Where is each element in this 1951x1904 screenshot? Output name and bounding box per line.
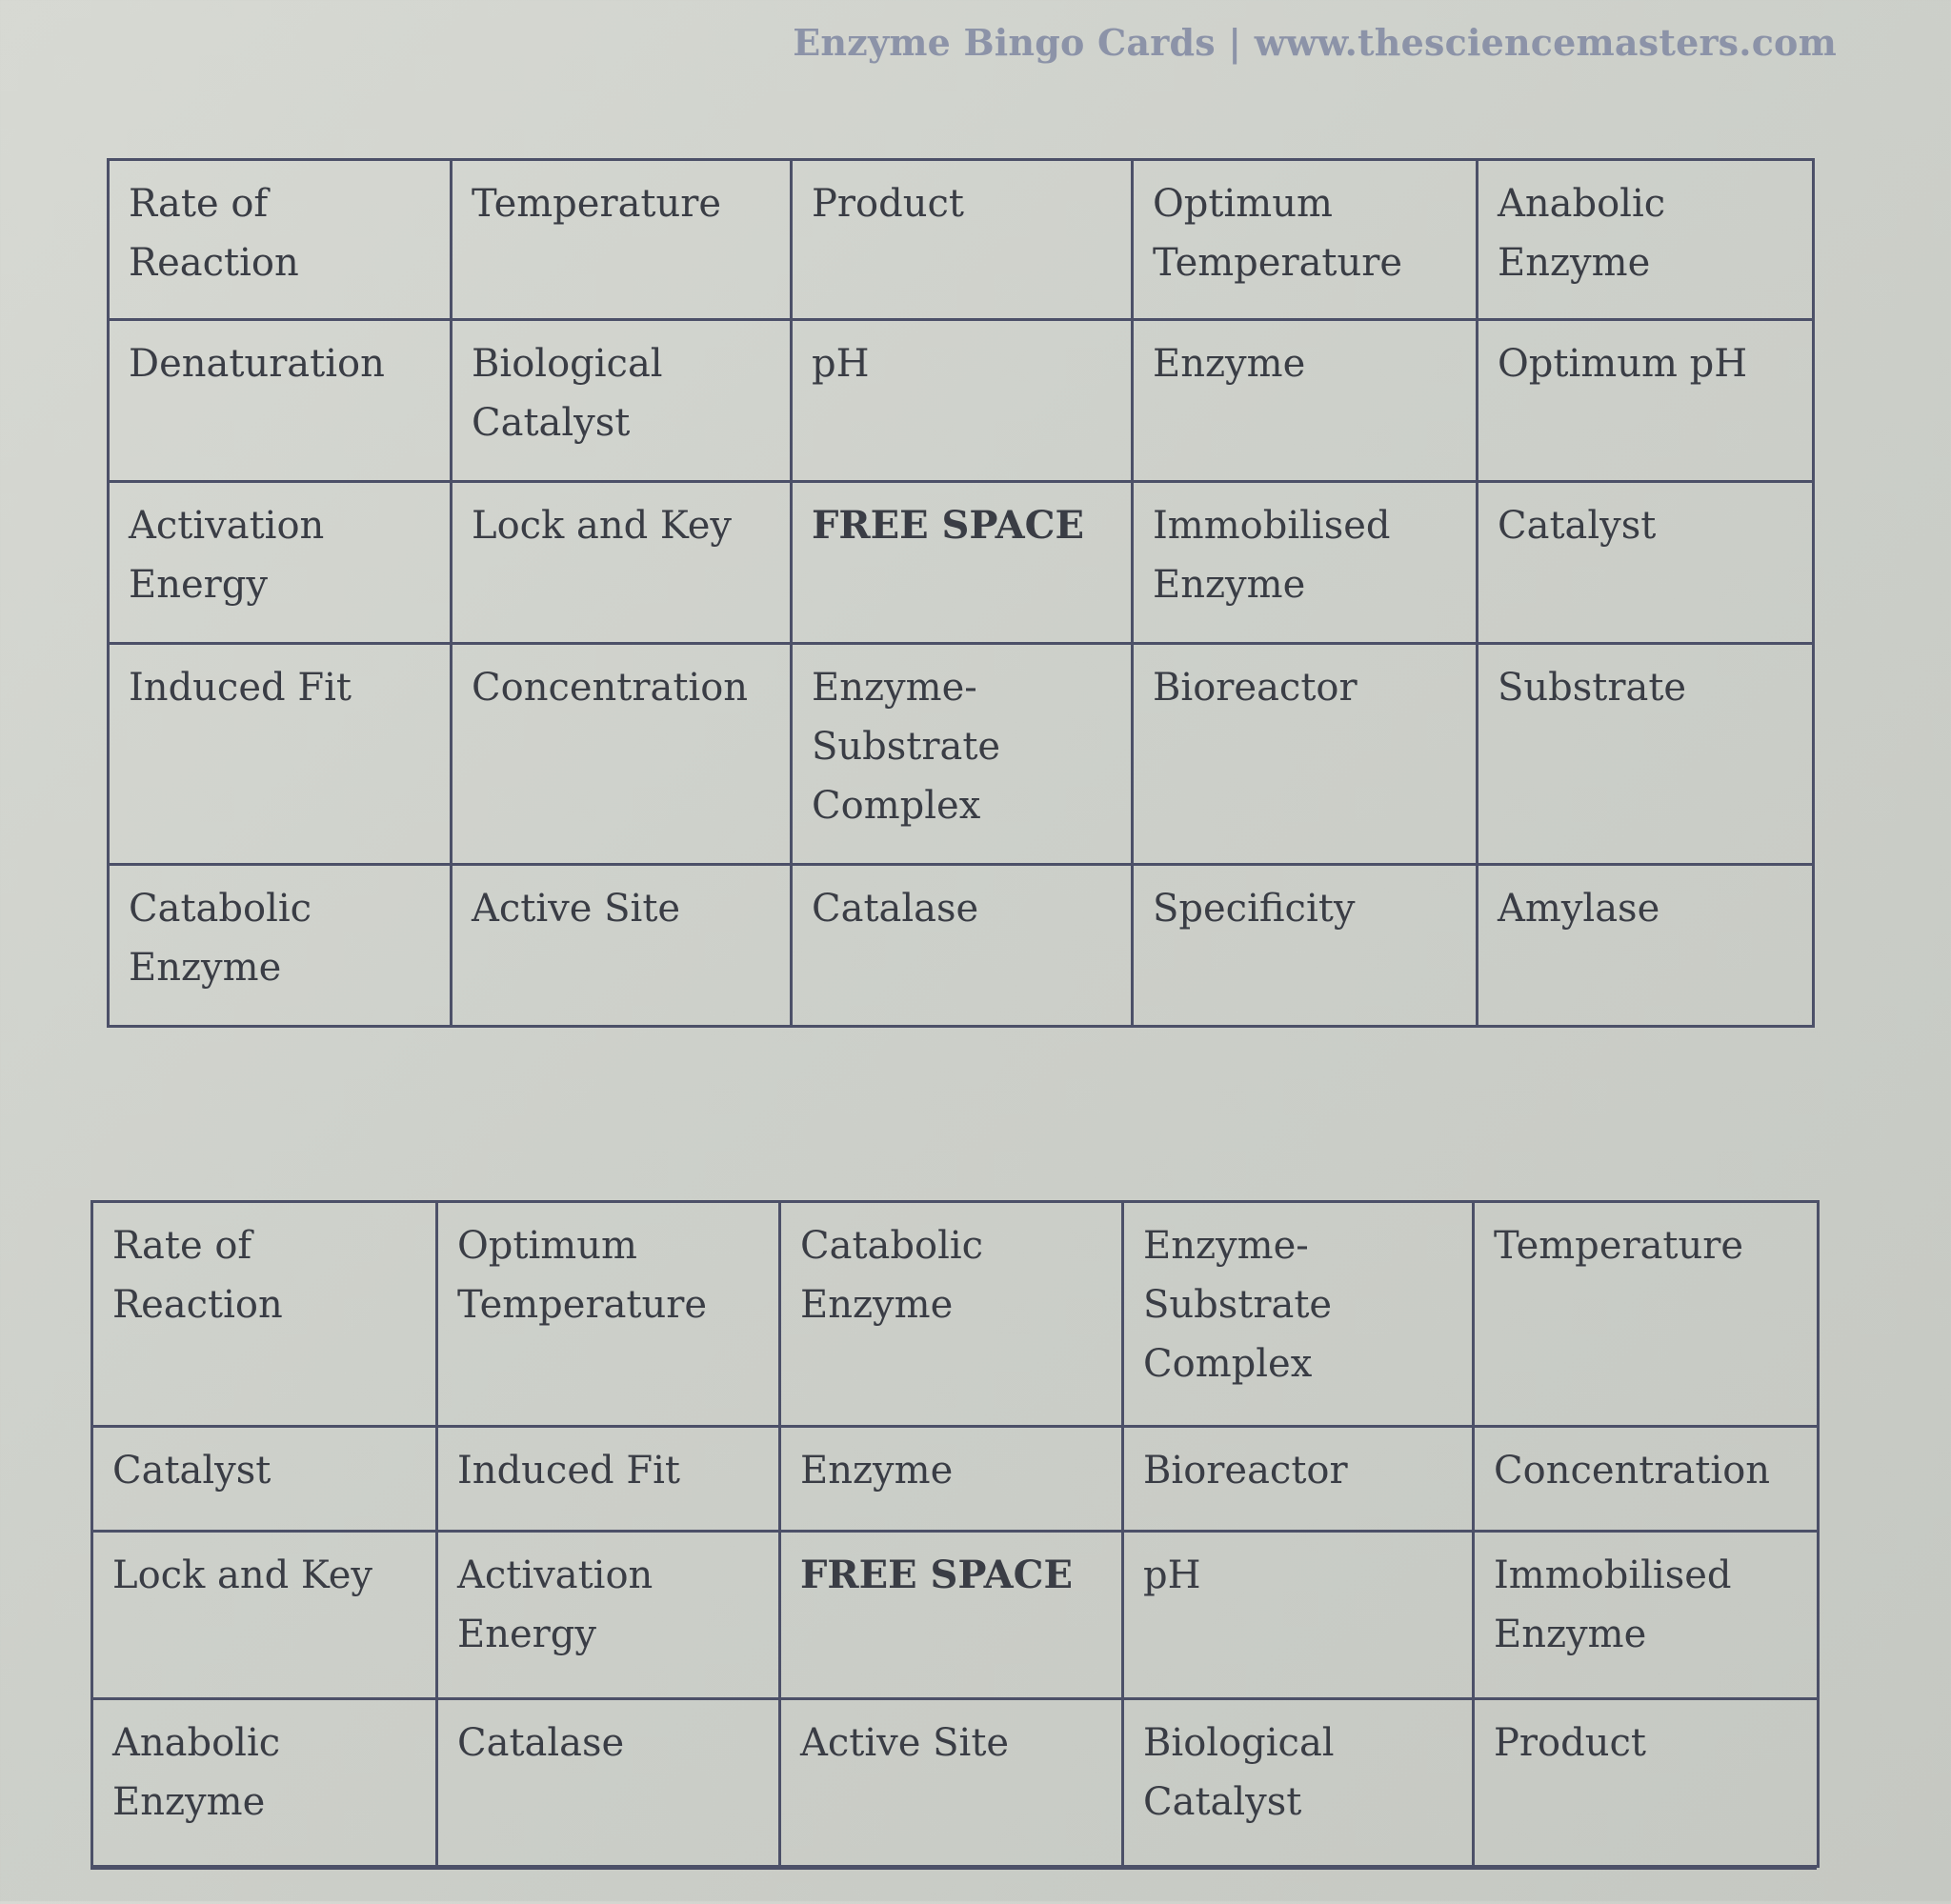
bingo-cell: Product xyxy=(1474,1699,1819,1867)
bingo-cell: Concentration xyxy=(452,644,792,865)
bingo-cell: Rate of Reaction xyxy=(109,160,452,320)
bingo-cell: Active Site xyxy=(780,1699,1123,1867)
card-row xyxy=(109,482,1814,644)
card-row xyxy=(92,1699,1819,1867)
bingo-cell: Immobilised Enzyme xyxy=(1133,482,1478,644)
bingo-cell: Activation Energy xyxy=(437,1532,780,1699)
bingo-cell: Temperature xyxy=(1474,1202,1819,1427)
card-row xyxy=(92,1427,1819,1532)
bingo-cell: Bioreactor xyxy=(1123,1427,1474,1532)
bingo-cell: Biological Catalyst xyxy=(452,320,792,482)
bingo-cell: Catalase xyxy=(792,865,1133,1027)
bingo-cell: Active Site xyxy=(452,865,792,1027)
bingo-cell: Catalase xyxy=(437,1699,780,1867)
bingo-cell: Product xyxy=(792,160,1133,320)
free-space-cell: FREE SPACE xyxy=(792,482,1133,644)
bingo-cell: pH xyxy=(1123,1532,1474,1699)
bingo-cell: Anabolic Enzyme xyxy=(1478,160,1814,320)
free-space-cell: FREE SPACE xyxy=(780,1532,1123,1699)
bingo-cell: Catalyst xyxy=(1478,482,1814,644)
bingo-cell: Induced Fit xyxy=(437,1427,780,1532)
bingo-cell: Catabolic Enzyme xyxy=(780,1202,1123,1427)
bingo-cell: Anabolic Enzyme xyxy=(92,1699,437,1867)
bingo-cell: Bioreactor xyxy=(1133,644,1478,865)
page-header: Enzyme Bingo Cards | www.thesciencemasters.com xyxy=(793,21,1837,64)
card-row xyxy=(92,1202,1819,1427)
bingo-cell: Enzyme xyxy=(780,1427,1123,1532)
bingo-card-2 xyxy=(91,1200,1820,1868)
card-row xyxy=(109,160,1814,320)
bingo-cell: Enzyme-Substrate Complex xyxy=(1123,1202,1474,1427)
bingo-cell: Optimum pH xyxy=(1478,320,1814,482)
bingo-cell: Concentration xyxy=(1474,1427,1819,1532)
bingo-cell: Activation Energy xyxy=(109,482,452,644)
bingo-cell: Enzyme xyxy=(1133,320,1478,482)
bingo-cell: Induced Fit xyxy=(109,644,452,865)
bingo-cell: pH xyxy=(792,320,1133,482)
bingo-cell: Substrate xyxy=(1478,644,1814,865)
card-row xyxy=(109,320,1814,482)
bingo-cell: Lock and Key xyxy=(92,1532,437,1699)
bingo-cell: Immobilised Enzyme xyxy=(1474,1532,1819,1699)
bingo-cell: Biological Catalyst xyxy=(1123,1699,1474,1867)
card-row xyxy=(109,865,1814,1027)
next-card-edge xyxy=(91,1867,1817,1904)
bingo-card-1 xyxy=(107,158,1815,1028)
bingo-cell: Denaturation xyxy=(109,320,452,482)
bingo-cell: Amylase xyxy=(1478,865,1814,1027)
bingo-cell: Optimum Temperature xyxy=(1133,160,1478,320)
bingo-cell: Enzyme-Substrate Complex xyxy=(792,644,1133,865)
card-row xyxy=(109,644,1814,865)
bingo-cell: Rate of Reaction xyxy=(92,1202,437,1427)
bingo-cell: Catabolic Enzyme xyxy=(109,865,452,1027)
card-row xyxy=(92,1532,1819,1699)
bingo-cell: Catalyst xyxy=(92,1427,437,1532)
bingo-cell: Specificity xyxy=(1133,865,1478,1027)
bingo-cell: Optimum Temperature xyxy=(437,1202,780,1427)
bingo-cell: Temperature xyxy=(452,160,792,320)
bingo-cell: Lock and Key xyxy=(452,482,792,644)
